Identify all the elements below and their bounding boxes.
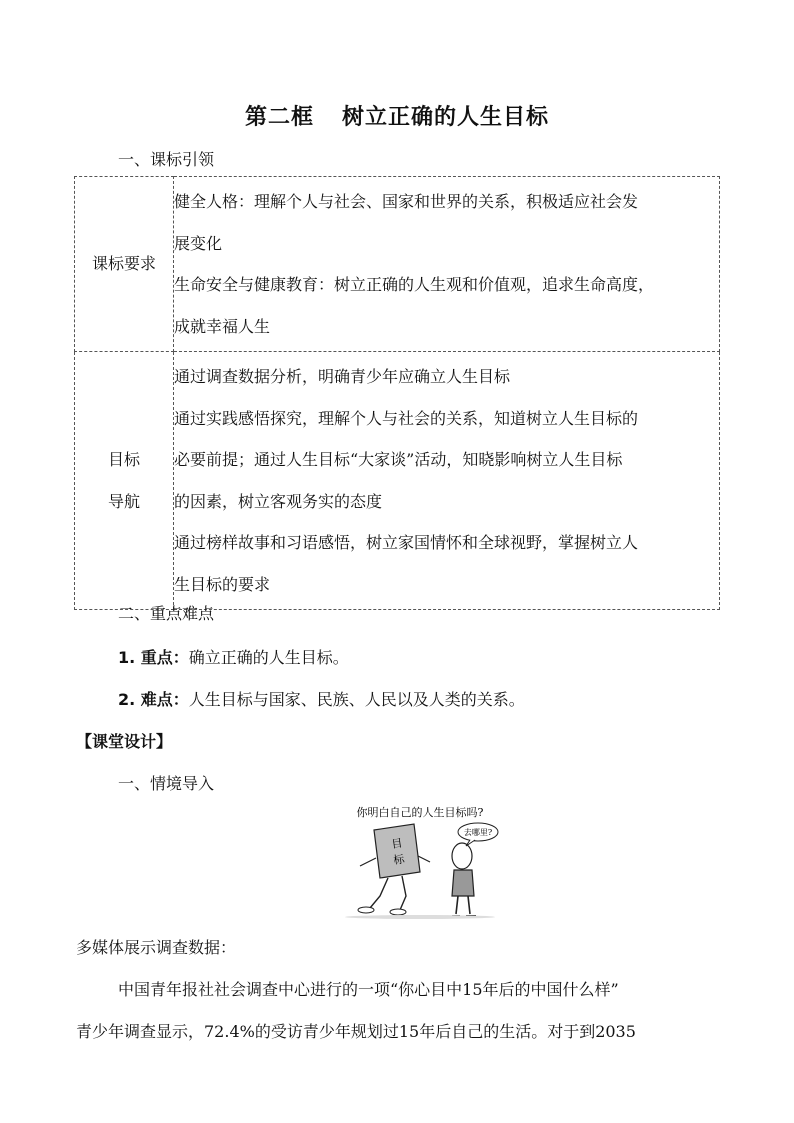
cartoon-svg (330, 800, 510, 920)
cartoon-illustration (330, 800, 510, 920)
man-character (452, 843, 476, 916)
row1-line: 生命安全与健康教育：树立正确的人生观和价值观，追求生命高度， (174, 275, 655, 294)
paragraph-line-2: 青少年调查显示，72.4%的受访青少年规划过15年后自己的生活。对于到2035 (76, 1022, 636, 1041)
bubble-text: 去哪里? (463, 828, 493, 837)
row2-line: 通过调查数据分析，明确青少年应确立人生目标 (174, 367, 511, 386)
row1-content (174, 177, 720, 352)
row2-line: 必要前提；通过人生目标“大家谈”活动，知晓影响树立人生目标 (174, 450, 623, 469)
row1-line: 健全人格：理解个人与社会、国家和世界的关系，积极适应社会发 (174, 192, 639, 211)
row2-line: 的因素，树立客观务实的态度 (174, 491, 383, 511)
section-heading-3: 一、情境导入 (118, 774, 215, 793)
page-title (0, 100, 794, 131)
diff-text: 人生目标与国家、民族、人民以及人类的关系。 (188, 690, 525, 709)
diff-label: 2. 难点： (118, 690, 189, 709)
sign-text-1: 目 (390, 836, 404, 851)
difficult-point (118, 690, 525, 710)
row2-label (75, 352, 174, 610)
key-text: 确立正确的人生目标。 (188, 648, 349, 667)
paragraph-line-1: 中国青年报社社会调查中心进行的一项“你心目中15年后的中国什么样” (118, 980, 619, 999)
cartoon-caption: 你明白自己的人生目标吗? (356, 806, 484, 819)
sign-text-2: 标 (392, 852, 406, 867)
design-heading: 【课堂设计】 (76, 732, 173, 751)
row2-line: 通过实践感悟探究，理解个人与社会的关系，知道树立人生目标的 (174, 408, 639, 428)
media-line: 多媒体展示调查数据： (76, 938, 237, 957)
section-heading-1: 一、课标引领 (118, 150, 215, 169)
row2-line: 通过榜样故事和习语感悟，树立家国情怀和全球视野，掌握树立人 (174, 533, 639, 552)
title-part2: 树立正确的人生目标 (342, 105, 550, 130)
row2-label-line2: 导航 (107, 491, 140, 511)
row2-content (174, 352, 720, 610)
row2-line: 生目标的要求 (174, 574, 271, 594)
key-label: 1. 重点： (118, 648, 189, 667)
row2-label-line1: 目标 (107, 449, 140, 469)
row1-label: 课标要求 (75, 177, 174, 352)
section-heading-2: 二、重点难点 (118, 604, 215, 623)
signboard-character (358, 824, 430, 915)
key-point (118, 648, 349, 668)
row1-line: 展变化 (174, 233, 223, 253)
row1-line: 成就幸福人生 (174, 316, 271, 336)
curriculum-table (74, 176, 720, 610)
title-part1: 第二框 (244, 105, 314, 130)
speech-bubble (458, 823, 498, 846)
